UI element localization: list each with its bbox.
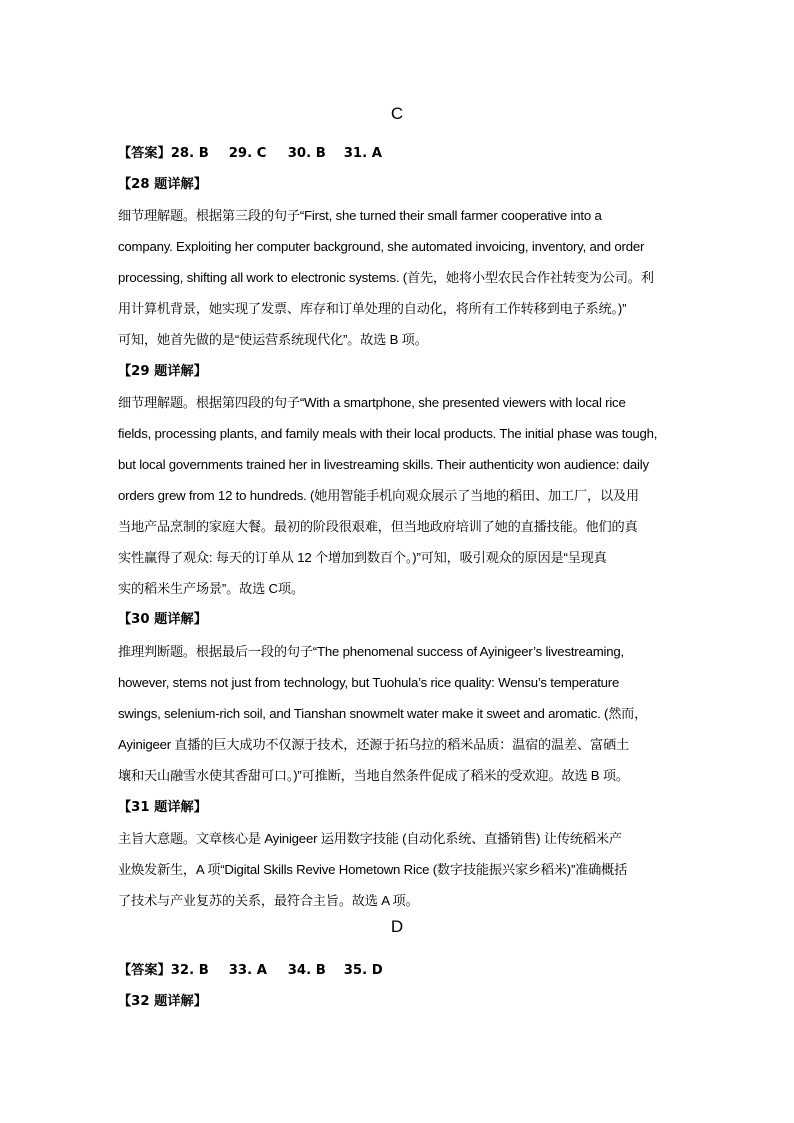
q29-line-3: but local governments trained her in livestreaming skills. Their authenticity won audience: daily xyxy=(118,457,649,472)
q28-line-2: company. Exploiting her computer background, she automated invoicing, inventory, and order xyxy=(118,239,645,254)
answer-30: 30. B xyxy=(287,146,326,161)
q29-line-2: fields, processing plants, and family meals with their local products. The initial phase was tough, xyxy=(118,426,658,441)
q28-line-3: processing, shifting all work to electronic systems. (首先，她将小型农民合作社转变为公司。利 xyxy=(118,270,654,285)
q28-heading: 【28 题详解】 xyxy=(118,177,207,192)
q29-line-6: 实性赢得了观众: 每天的订单从 12 个增加到数百个。)”可知，吸引观众的原因是“呈现真 xyxy=(118,550,607,565)
q29-line-4: orders grew from 12 to hundreds. (她用智能手机向观众展示了当地的稻田、加工厂，以及用 xyxy=(118,488,639,503)
answer-28: 28. B xyxy=(170,146,209,161)
answer-label: 【答案】 xyxy=(118,963,171,978)
q30-line-5: 壤和天山融雪水使其香甜可口。)”可推断，当地自然条件促成了稻米的受欢迎。故选 B 项。 xyxy=(118,768,629,783)
answer-label: 【答案】 xyxy=(118,146,171,161)
q29-heading: 【29 题详解】 xyxy=(118,364,207,379)
section-c-answer-line xyxy=(118,145,382,163)
q30-line-4: Ayinigeer 直播的巨大成功不仅源于技术，还源于拓乌拉的稻米品质：温宿的温差、富硒土 xyxy=(118,737,629,752)
answer-34: 34. B xyxy=(287,963,326,978)
q29-line-1: 细节理解题。根据第四段的句子“With a smartphone, she presented viewers with local rice xyxy=(118,395,626,410)
answer-32: 32. B xyxy=(170,963,209,978)
q28-line-5: 可知，她首先做的是“使运营系统现代化”。故选 B 项。 xyxy=(118,332,428,347)
answer-35: 35. D xyxy=(343,963,383,978)
section-c-heading: C xyxy=(390,104,404,123)
q30-line-2: however, stems not just from technology, but Tuohula’s rice quality: Wensu’s temperature xyxy=(118,675,620,690)
q31-heading: 【31 题详解】 xyxy=(118,800,207,815)
answer-31: 31. A xyxy=(343,146,382,161)
q31-line-2: 业焕发新生，A 项“Digital Skills Revive Hometown Rice (数字技能振兴家乡稻米)”准确概括 xyxy=(118,862,628,877)
q29-line-5: 当地产品烹制的家庭大餐。最初的阶段很艰难，但当地政府培训了她的直播技能。他们的真 xyxy=(118,519,638,534)
section-d-heading: D xyxy=(390,917,404,936)
section-d-answer-line xyxy=(118,962,383,980)
q30-line-1: 推理判断题。根据最后一段的句子“The phenomenal success of Ayinigeer’s livestreaming, xyxy=(118,644,625,659)
q30-line-3: swings, selenium-rich soil, and Tianshan snowmelt water make it sweet and aromatic. (然而， xyxy=(118,706,648,721)
answer-33: 33. A xyxy=(228,963,267,978)
q31-line-3: 了技术与产业复苏的关系，最符合主旨。故选 A 项。 xyxy=(118,893,419,908)
q28-line-4: 用计算机背景，她实现了发票、库存和订单处理的自动化，将所有工作转移到电子系统。)” xyxy=(118,301,627,316)
q32-heading: 【32 题详解】 xyxy=(118,994,207,1009)
answer-29: 29. C xyxy=(228,146,267,161)
q31-line-1: 主旨大意题。文章核心是 Ayinigeer 运用数字技能 (自动化系统、直播销售) 让传统稻米产 xyxy=(118,831,622,846)
q28-line-1: 细节理解题。根据第三段的句子“First, she turned their small farmer cooperative into a xyxy=(118,208,602,223)
q30-heading: 【30 题详解】 xyxy=(118,612,207,627)
q29-line-7: 实的稻米生产场景”。故选 C项。 xyxy=(118,581,304,596)
